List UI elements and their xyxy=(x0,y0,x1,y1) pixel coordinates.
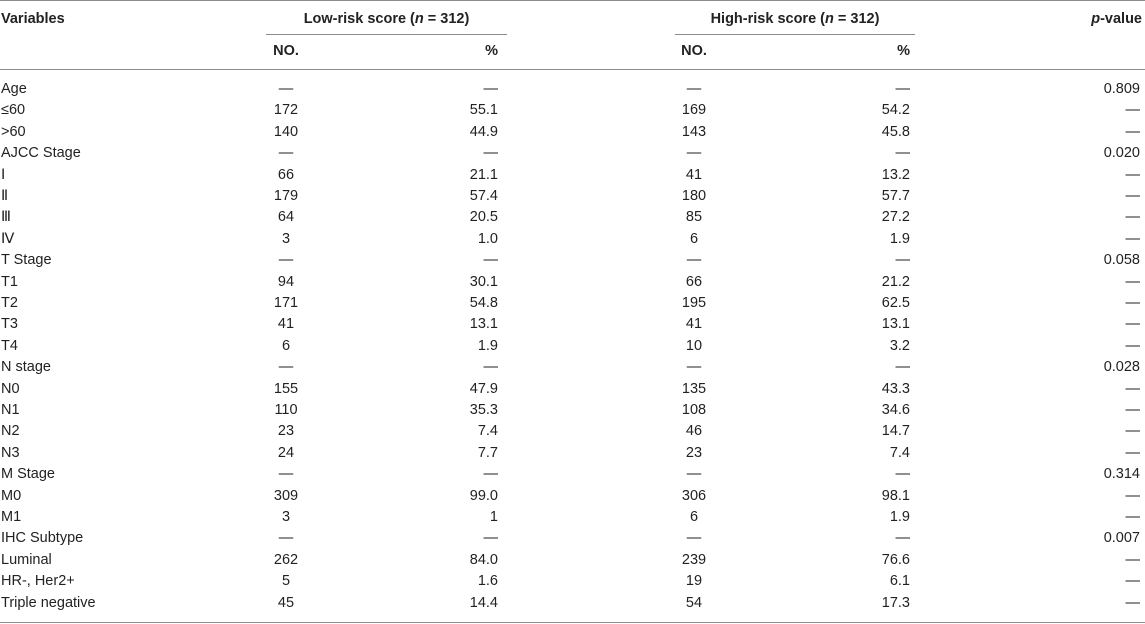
row-low-percent: 47.9 xyxy=(469,380,498,397)
row-high-count: 66 xyxy=(685,273,703,290)
table-row xyxy=(0,207,1145,228)
header-variables: Variables xyxy=(1,11,65,27)
row-low-percent: — xyxy=(483,145,498,162)
row-high-count: 143 xyxy=(681,123,707,140)
row-low-percent: 20.5 xyxy=(469,209,498,226)
row-high-percent: 62.5 xyxy=(881,295,910,311)
header-p-value-italic: p xyxy=(1091,11,1101,27)
row-high-count: 23 xyxy=(685,444,703,461)
row-low-count: — xyxy=(278,530,294,547)
row-p-value: — xyxy=(1125,423,1140,440)
row-low-percent: 1.9 xyxy=(477,337,498,354)
row-variable: Ⅳ xyxy=(1,230,15,247)
table-row xyxy=(0,314,1145,335)
row-high-count: — xyxy=(686,359,702,376)
row-p-value: — xyxy=(1125,509,1140,525)
row-high-percent: 6.1 xyxy=(889,573,910,590)
row-variable: Ⅰ xyxy=(1,166,6,183)
row-high-percent: — xyxy=(895,466,910,483)
row-high-percent: 14.7 xyxy=(881,423,910,440)
row-high-percent: 1.9 xyxy=(889,230,910,247)
row-high-count: 108 xyxy=(681,402,707,418)
row-low-percent: — xyxy=(483,466,498,483)
row-low-count: 24 xyxy=(277,444,295,461)
row-high-percent: 13.2 xyxy=(881,166,910,183)
row-high-count: 54 xyxy=(685,594,703,611)
row-p-value: 0.314 xyxy=(1103,466,1140,483)
row-high-count: 46 xyxy=(685,423,703,440)
row-low-percent: 21.1 xyxy=(469,166,498,183)
row-high-percent: 34.6 xyxy=(881,402,910,418)
row-low-percent: 30.1 xyxy=(469,273,498,290)
low-risk-group-rule xyxy=(266,34,507,35)
row-p-value: 0.809 xyxy=(1103,81,1140,97)
row-variable: T Stage xyxy=(1,252,52,269)
header-high-no: NO. xyxy=(681,43,707,59)
row-variable: HR-, Her2+ xyxy=(1,573,75,590)
row-high-percent: 43.3 xyxy=(881,380,910,397)
row-low-percent: — xyxy=(483,530,498,547)
row-low-count: — xyxy=(278,145,294,162)
row-variable: N stage xyxy=(1,359,51,376)
row-variable: N2 xyxy=(1,423,20,440)
table-row xyxy=(0,357,1145,378)
row-high-count: 239 xyxy=(681,551,707,568)
row-low-count: 41 xyxy=(277,316,295,333)
row-high-percent: 7.4 xyxy=(889,444,910,461)
row-low-count: 94 xyxy=(277,273,295,290)
row-p-value: — xyxy=(1125,380,1140,397)
row-low-count: 3 xyxy=(281,509,291,525)
row-high-percent: 3.2 xyxy=(889,337,910,354)
row-low-count: — xyxy=(278,252,294,269)
table-row xyxy=(0,528,1145,549)
row-p-value: — xyxy=(1125,337,1140,354)
row-high-count: 41 xyxy=(685,316,703,333)
row-p-value: — xyxy=(1125,188,1140,204)
row-low-percent: 14.4 xyxy=(469,594,498,611)
row-high-count: — xyxy=(686,530,702,547)
row-high-percent: — xyxy=(895,530,910,547)
row-p-value: 0.007 xyxy=(1103,530,1140,547)
row-high-count: 41 xyxy=(685,166,703,183)
table-row xyxy=(0,550,1145,571)
row-p-value: — xyxy=(1125,166,1140,183)
row-p-value: — xyxy=(1125,295,1140,311)
row-low-percent: 55.1 xyxy=(469,102,498,119)
row-variable: Triple negative xyxy=(1,594,96,611)
table-row xyxy=(0,336,1145,357)
row-low-count: 23 xyxy=(277,423,295,440)
row-high-count: 10 xyxy=(685,337,703,354)
table-bottom-rule xyxy=(0,622,1145,623)
row-low-percent: — xyxy=(483,359,498,376)
row-high-count: 169 xyxy=(681,102,707,119)
row-high-count: — xyxy=(686,81,702,97)
row-low-count: — xyxy=(278,466,294,483)
row-high-percent: 57.7 xyxy=(881,188,910,204)
row-high-percent: 1.9 xyxy=(889,509,910,525)
table-row xyxy=(0,443,1145,464)
row-high-count: 306 xyxy=(681,487,707,504)
table-row xyxy=(0,165,1145,186)
row-high-percent: 76.6 xyxy=(881,551,910,568)
row-high-percent: 54.2 xyxy=(881,102,910,119)
row-p-value: 0.058 xyxy=(1103,252,1140,269)
table-top-rule xyxy=(0,0,1145,1)
row-p-value: — xyxy=(1125,402,1140,418)
row-low-percent: 54.8 xyxy=(469,295,498,311)
row-variable: N1 xyxy=(1,402,20,418)
row-high-percent: 27.2 xyxy=(881,209,910,226)
row-high-percent: 17.3 xyxy=(881,594,910,611)
row-low-percent: 7.7 xyxy=(477,444,498,461)
row-low-count: 45 xyxy=(277,594,295,611)
row-variable: T4 xyxy=(1,337,18,354)
row-low-percent: — xyxy=(483,252,498,269)
row-low-count: 64 xyxy=(277,209,295,226)
row-low-percent: 7.4 xyxy=(477,423,498,440)
header-low-percent: % xyxy=(485,43,498,59)
row-variable: Luminal xyxy=(1,551,52,568)
row-low-count: 179 xyxy=(273,188,299,204)
table-row xyxy=(0,186,1145,207)
row-high-percent: 13.1 xyxy=(881,316,910,333)
row-variable: AJCC Stage xyxy=(1,145,81,162)
row-low-count: 66 xyxy=(277,166,295,183)
row-p-value: — xyxy=(1125,230,1140,247)
header-high-risk-n: n xyxy=(825,11,834,27)
header-low-risk-n: n xyxy=(414,11,424,27)
header-high-percent: % xyxy=(897,43,910,59)
row-high-count: 19 xyxy=(685,573,703,590)
row-variable: Age xyxy=(1,81,27,97)
row-low-percent: 1 xyxy=(489,509,498,525)
row-low-percent: 44.9 xyxy=(469,123,498,140)
row-p-value: — xyxy=(1125,209,1140,226)
row-low-percent: 13.1 xyxy=(469,316,498,333)
row-low-count: 262 xyxy=(273,551,299,568)
row-low-count: 3 xyxy=(281,230,291,247)
row-variable: T3 xyxy=(1,316,18,333)
row-low-count: 171 xyxy=(273,295,299,311)
row-variable: M0 xyxy=(1,487,22,504)
row-variable: >60 xyxy=(1,123,26,140)
row-low-percent: 1.6 xyxy=(477,573,498,590)
row-high-percent: 21.2 xyxy=(881,273,910,290)
table-row xyxy=(0,100,1145,121)
row-low-percent: 35.3 xyxy=(469,402,498,418)
row-high-percent: — xyxy=(895,252,910,269)
table-row xyxy=(0,272,1145,293)
header-high-risk-group xyxy=(675,10,915,28)
row-low-count: 5 xyxy=(281,573,291,590)
row-high-count: — xyxy=(686,145,702,162)
row-variable: Ⅱ xyxy=(1,188,9,204)
row-p-value: — xyxy=(1125,551,1140,568)
row-variable: M1 xyxy=(1,509,22,525)
table-header-rule xyxy=(0,69,1145,70)
row-high-percent: — xyxy=(895,81,910,97)
table-row xyxy=(0,79,1145,100)
row-p-value: — xyxy=(1125,273,1140,290)
row-variable: ≤60 xyxy=(1,102,26,119)
row-p-value: 0.028 xyxy=(1103,359,1140,376)
row-variable: N0 xyxy=(1,380,20,397)
row-low-count: 6 xyxy=(281,337,291,354)
header-high-risk-prefix: High-risk score ( xyxy=(710,11,825,27)
row-variable: M Stage xyxy=(1,466,55,483)
header-low-risk-prefix: Low-risk score ( xyxy=(303,11,415,27)
row-low-count: 140 xyxy=(273,123,299,140)
row-p-value: — xyxy=(1125,573,1140,590)
row-variable: T1 xyxy=(1,273,18,290)
row-high-percent: 45.8 xyxy=(881,123,910,140)
row-high-percent: — xyxy=(895,145,910,162)
header-p-value-suffix: -value xyxy=(1100,11,1142,27)
row-low-percent: 99.0 xyxy=(469,487,498,504)
table-row xyxy=(0,143,1145,164)
row-p-value: — xyxy=(1125,123,1140,140)
high-risk-group-rule xyxy=(675,34,915,35)
table-row xyxy=(0,293,1145,314)
row-low-count: — xyxy=(278,359,294,376)
row-high-count: 135 xyxy=(681,380,707,397)
row-p-value: — xyxy=(1125,102,1140,119)
table-row xyxy=(0,122,1145,143)
row-low-count: 309 xyxy=(273,487,299,504)
row-low-percent: 1.0 xyxy=(477,230,498,247)
row-high-count: 180 xyxy=(681,188,707,204)
header-high-risk-suffix: = 312) xyxy=(833,11,880,27)
row-low-percent: — xyxy=(483,81,498,97)
table-row xyxy=(0,250,1145,271)
header-low-risk-group xyxy=(266,10,507,28)
table-row xyxy=(0,464,1145,485)
row-low-count: 155 xyxy=(273,380,299,397)
row-variable: Ⅲ xyxy=(1,209,11,226)
header-p-value xyxy=(1091,10,1142,28)
header-low-no: NO. xyxy=(273,43,299,59)
row-high-count: 6 xyxy=(689,230,699,247)
row-high-count: 85 xyxy=(685,209,703,226)
table-row xyxy=(0,400,1145,421)
row-p-value: — xyxy=(1125,444,1140,461)
row-high-percent: 98.1 xyxy=(881,487,910,504)
row-p-value: — xyxy=(1125,487,1140,504)
table-row xyxy=(0,379,1145,400)
row-low-count: 172 xyxy=(273,102,299,119)
table-row xyxy=(0,486,1145,507)
row-low-percent: 84.0 xyxy=(469,551,498,568)
table-row xyxy=(0,507,1145,528)
row-p-value: 0.020 xyxy=(1103,145,1140,162)
row-low-percent: 57.4 xyxy=(469,188,498,204)
table-row xyxy=(0,571,1145,592)
row-low-count: 110 xyxy=(274,402,298,418)
row-high-count: — xyxy=(686,252,702,269)
row-high-percent: — xyxy=(895,359,910,376)
row-variable: N3 xyxy=(1,444,20,461)
table-row xyxy=(0,593,1145,614)
row-variable: IHC Subtype xyxy=(1,530,84,547)
row-p-value: — xyxy=(1125,594,1140,611)
row-variable: T2 xyxy=(1,295,18,311)
table-row xyxy=(0,421,1145,442)
table-row xyxy=(0,229,1145,250)
row-p-value: — xyxy=(1125,316,1140,333)
row-high-count: 195 xyxy=(681,295,707,311)
row-high-count: 6 xyxy=(689,509,699,525)
row-high-count: — xyxy=(686,466,702,483)
header-low-risk-suffix: = 312) xyxy=(423,11,470,27)
row-low-count: — xyxy=(278,81,294,97)
